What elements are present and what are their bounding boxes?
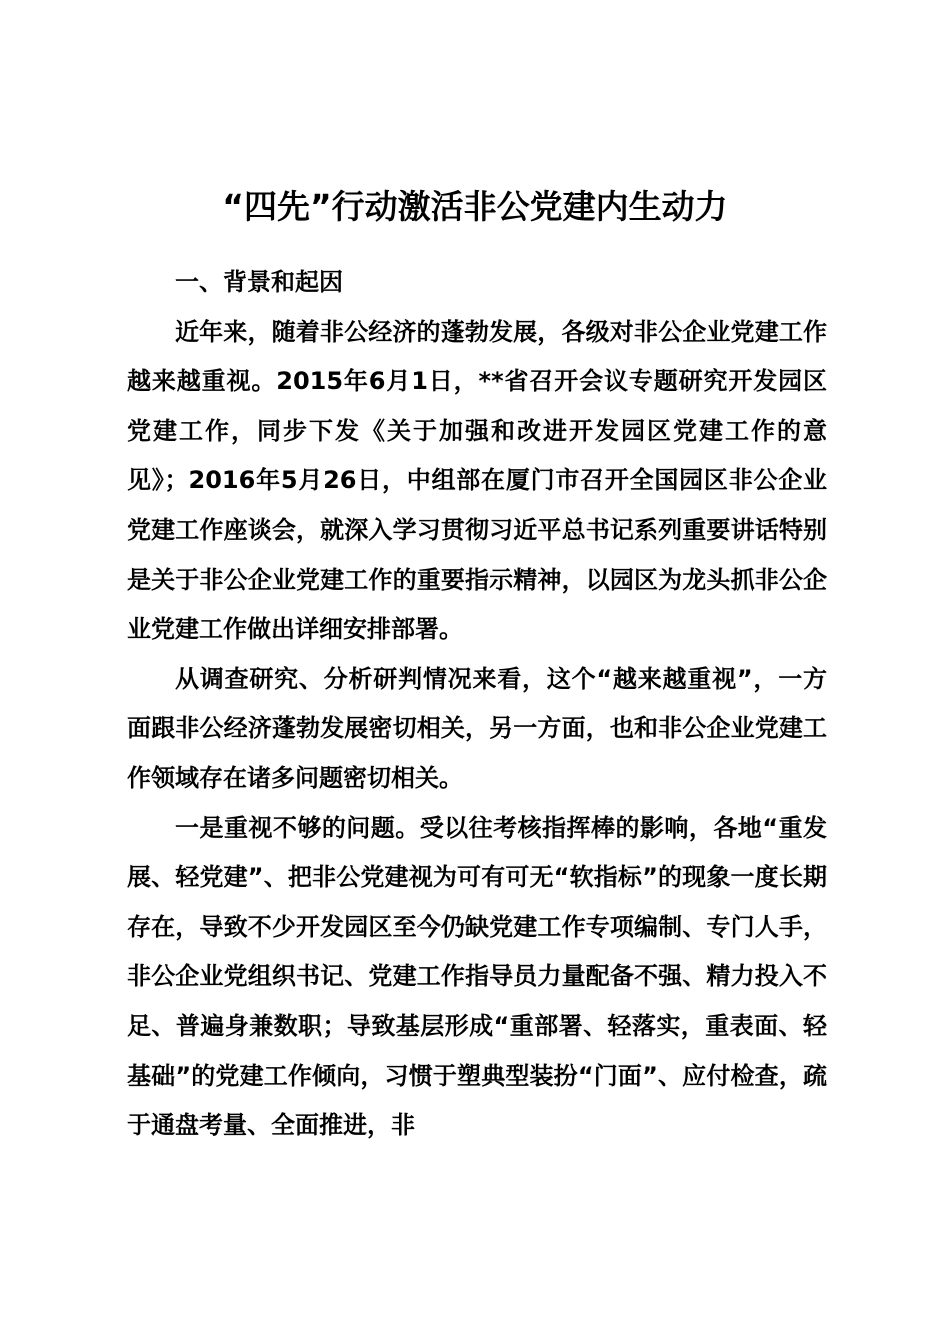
document-title: “四先”行动激活非公党建内生动力 [222,187,728,226]
paragraph-background: 近年来，随着非公经济的蓬勃发展，各级对非公企业党建工作越来越重视。2015年6月1日，**省召开会议专题研究开发园区党建工作，同步下发《关于加强和改进开发园区党建工作的意见》；2016年5月26日，中组部在厦门市召开全国园区非公企业党建工作座谈会，就深入学习贯彻习近平总书记系列重要讲话特别是关于非公企业党建工作的重要指示精神，以园区为龙头抓非公企业党建工作做出详细安排部署。 [127,317,827,644]
paragraph-analysis: 从调查研究、分析研判情况来看，这个“越来越重视”，一方面跟非公经济蓬勃发展密切相关，另一方面，也和非公企业党建工作领域存在诸多问题密切相关。 [127,664,827,792]
section-heading: 一、背景和起因 [175,268,343,296]
document-body [127,258,827,1151]
paragraph-problem-one: 一是重视不够的问题。受以往考核指挥棒的影响，各地“重发展、轻党建”、把非公党建视为可有可无“软指标”的现象一度长期存在，导致不少开发园区至今仍缺党建工作专项编制、专门人手，非公企业党组织书记、党建工作指导员力量配备不强、精力投入不足、普遍身兼数职；导致基层形成“重部署、轻落实，重表面、轻基础”的党建工作倾向，习惯于塑典型装扮“门面”、应付检查，疏于通盘考量、全面推进，非 [127,813,827,1140]
